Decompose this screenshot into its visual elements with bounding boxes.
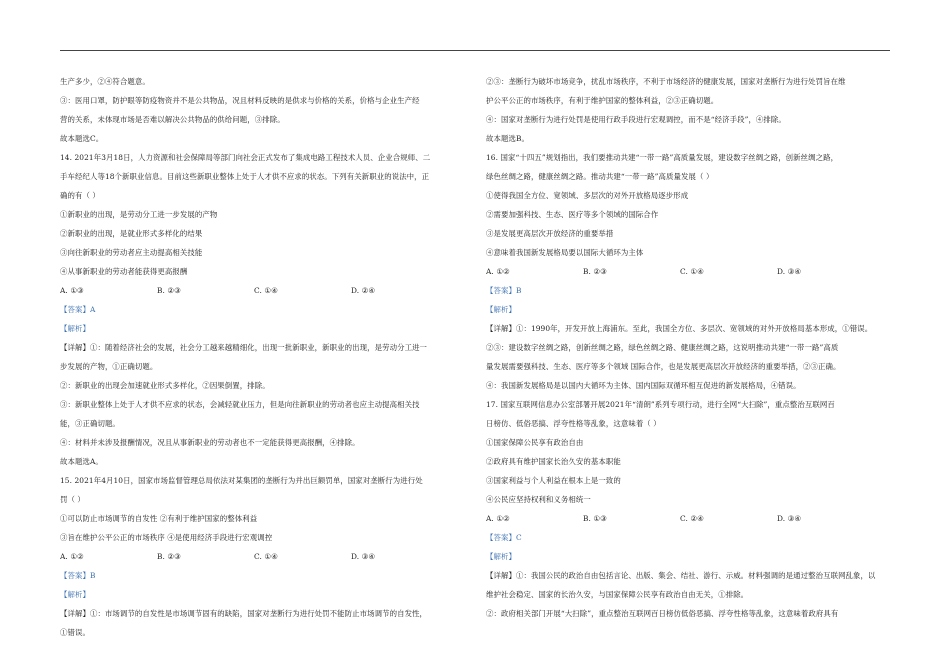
answer-option: A. ①② xyxy=(60,552,84,561)
text-line: ②③：垄断行为破坏市场竞争，扰乱市场秩序，不利于市场经济的健康发展，国家对垄断行为进行处罚旨在维 xyxy=(486,77,846,86)
answer-text: 【答案】C xyxy=(486,533,522,542)
answer-option: C. ①④ xyxy=(254,286,278,295)
answer-option: A. ①② xyxy=(486,514,510,523)
text-line: 【详解】①：市场调节的自发性是市场调节固有的缺陷，国家对垄断行为进行处罚不能防止市场调节的自发性， xyxy=(60,609,428,618)
answer-line xyxy=(60,300,463,319)
text-line: 护公平公正的市场秩序，有利于维护国家的整体利益，②③正确切题。 xyxy=(486,96,719,105)
answer-option: B. ①③ xyxy=(583,514,607,523)
answer-options xyxy=(60,281,463,300)
text-line: ③向往新职业的劳动者应主动提高相关技能 xyxy=(60,248,203,257)
text-line: 故本题选B。 xyxy=(486,134,529,143)
text-line: ②：新职业的出现会加速就业形式多样化，②因果倒置，排除。 xyxy=(60,381,270,390)
text-line: ④：我国新发展格局是以国内大循环为主体、国内国际双循环相互促进的新发展格局，④错误。 xyxy=(486,381,801,390)
text-line: ④：材料并未涉及报酬情况，况且从事新职业的劳动者也不一定能获得更高报酬，④排除。 xyxy=(60,438,360,447)
answer-line xyxy=(60,566,463,585)
answer-option: D. ②④ xyxy=(351,286,376,295)
text-line: 【详解】①：我国公民的政治自由包括言论、出版、集会、结社、游行、示威。材料强调的是通过整治互联网乱象，以 xyxy=(486,571,876,580)
answer-option: C. ①④ xyxy=(680,267,704,276)
text-line: 确的有（ ） xyxy=(60,191,100,200)
left-column xyxy=(60,72,463,642)
answer-line xyxy=(486,528,889,547)
text-line: 14. 2021年3月18日，人力资源和社会保障局等部门向社会正式发布了集成电路工程技术人员、企业合规师、二 xyxy=(60,153,431,162)
text-line: ③：医用口罩，防护眼等防疫物资并不是公共物品，况且材料反映的是供求与价格的关系，价格与企业生产经 xyxy=(60,96,420,105)
analysis-label: 【解析】 xyxy=(486,552,516,561)
answer-option: B. ②③ xyxy=(157,552,181,561)
answer-text: 【答案】B xyxy=(60,571,96,580)
text-line: ③是发展更高层次开放经济的重要举措 xyxy=(486,229,614,238)
text-line: ④公民应坚持权利和义务相统一 xyxy=(486,495,591,504)
text-line: ①错误。 xyxy=(60,628,90,637)
answer-line xyxy=(486,281,889,300)
text-line: ③：新职业整体上处于人才供不应求的状态，会减轻就业压力，但是向往新职业的劳动者也应主动提高相关技 xyxy=(60,400,420,409)
header-rule xyxy=(60,50,890,51)
text-line: ②新职业的出现，是就业形式多样化的结果 xyxy=(60,229,203,238)
text-line: 手车经纪人等18个新职业信息。目前这些新职业整体上处于人才供不应求的状态。下列有关新职业的说法中，正 xyxy=(60,172,430,181)
text-line: ②需要加强科技、生态、医疗等多个领域的国际合作 xyxy=(486,210,659,219)
text-line: 能，③正确切题。 xyxy=(60,419,120,428)
analysis-label: 【解析】 xyxy=(60,324,90,333)
text-line: ③旨在维护公平公正的市场秩序 ④是使用经济手段进行宏观调控 xyxy=(60,533,273,542)
answer-option: C. ①④ xyxy=(254,552,278,561)
text-line: 15. 2021年4月10日，国家市场监督管理总局依法对某集团的垄断行为并出巨额罚单，国家对垄断行为进行处 xyxy=(60,476,423,485)
answer-option: C. ②④ xyxy=(680,514,704,523)
answer-options xyxy=(60,547,463,566)
text-line: 生产多少，②④符合题意。 xyxy=(60,77,150,86)
text-line: 故本题选A。 xyxy=(60,457,103,466)
answer-text: 【答案】A xyxy=(60,305,96,314)
text-line: 16. 国家“十四五”规划指出，我们要推动共建“一带一路”高质量发展，建设数字丝绸之路，创新丝绸之路， xyxy=(486,153,839,162)
text-line: 步发展的产物，①正确切题。 xyxy=(60,362,158,371)
text-line: 绿色丝绸之路，健康丝绸之路。推动共建“一带一路”高质量发展（ ） xyxy=(486,172,714,181)
answer-text: 【答案】B xyxy=(486,286,522,295)
text-line: 故本题选C。 xyxy=(60,134,104,143)
text-line: ④：国家对垄断行为进行处罚是使用行政手段进行宏观调控，而不是“经济手段”，④排除。 xyxy=(486,115,786,124)
answer-option: A. ①③ xyxy=(60,286,84,295)
answer-option: D. ③④ xyxy=(777,514,802,523)
text-line: 17. 国家互联网信息办公室部署开展2021年“清朗”系列专项行动，进行全网“大扫除”，重点整治互联网百 xyxy=(486,400,835,409)
text-line: ④从事新职业的劳动者能获得更高报酬 xyxy=(60,267,188,276)
text-line: ①新职业的出现，是劳动分工进一步发展的产物 xyxy=(60,210,218,219)
answer-options xyxy=(486,509,889,528)
text-line: 罚（ ） xyxy=(60,495,85,504)
analysis-label: 【解析】 xyxy=(486,305,516,314)
text-line: 量发展需要强科技、生态、医疗等多个领域 国际合作，也是发展更高层次开放经济的重要举措，②③正确。 xyxy=(486,362,841,371)
right-column xyxy=(486,72,889,623)
text-line: ②政府具有维护国家长治久安的基本职能 xyxy=(486,457,621,466)
analysis-label: 【解析】 xyxy=(60,590,90,599)
text-line: 维护社会稳定、国家的长治久安，与国家保障公民享有政治自由无关，①排除。 xyxy=(486,590,749,599)
text-line: ②：政府相关部门开展“大扫除”，重点整治互联网百日榜仿低俗恶搞、浮夸性格等乱象，这意味着政府具有 xyxy=(486,609,839,618)
text-line: 【详解】①：1990年，开发开放上海浦东。至此，我国全方位、多层次、宽领域的对外开放格局基本形成，①错误。 xyxy=(486,324,873,333)
text-line: ①使得我国全方位、宽领域、多层次的对外开放格局逐步形成 xyxy=(486,191,689,200)
answer-option: B. ②③ xyxy=(583,267,607,276)
answer-option: D. ③④ xyxy=(777,267,802,276)
text-line: ④意味着我国新发展格局要以国际大循环为主体 xyxy=(486,248,644,257)
answer-option: A. ①② xyxy=(486,267,510,276)
text-line: ②③：建设数字丝绸之路，创新丝绸之路，绿色丝绸之路、健康丝绸之路，这说明推动共建“一带一路”高质 xyxy=(486,343,839,352)
answer-option: D. ③④ xyxy=(351,552,376,561)
answer-option: B. ②③ xyxy=(157,286,181,295)
text-line: ③国家利益与个人利益在根本上是一致的 xyxy=(486,476,621,485)
answer-options xyxy=(486,262,889,281)
text-line: ①国家保障公民享有政治自由 xyxy=(486,438,584,447)
text-line: ①可以防止市场调节的自发性 ②有利于维护国家的整体利益 xyxy=(60,514,258,523)
text-line: 日榜仿、低俗恶搞、浮夸性格等乱象，这意味着（ ） xyxy=(486,419,661,428)
text-line: 【详解】①：随着经济社会的发展，社会分工越来越精细化，出现一批新职业，新职业的出现，是劳动分工进一 xyxy=(60,343,428,352)
text-line: 营的关系，未体现市场是否难以解决公共物品的供给问题，③排除。 xyxy=(60,115,285,124)
